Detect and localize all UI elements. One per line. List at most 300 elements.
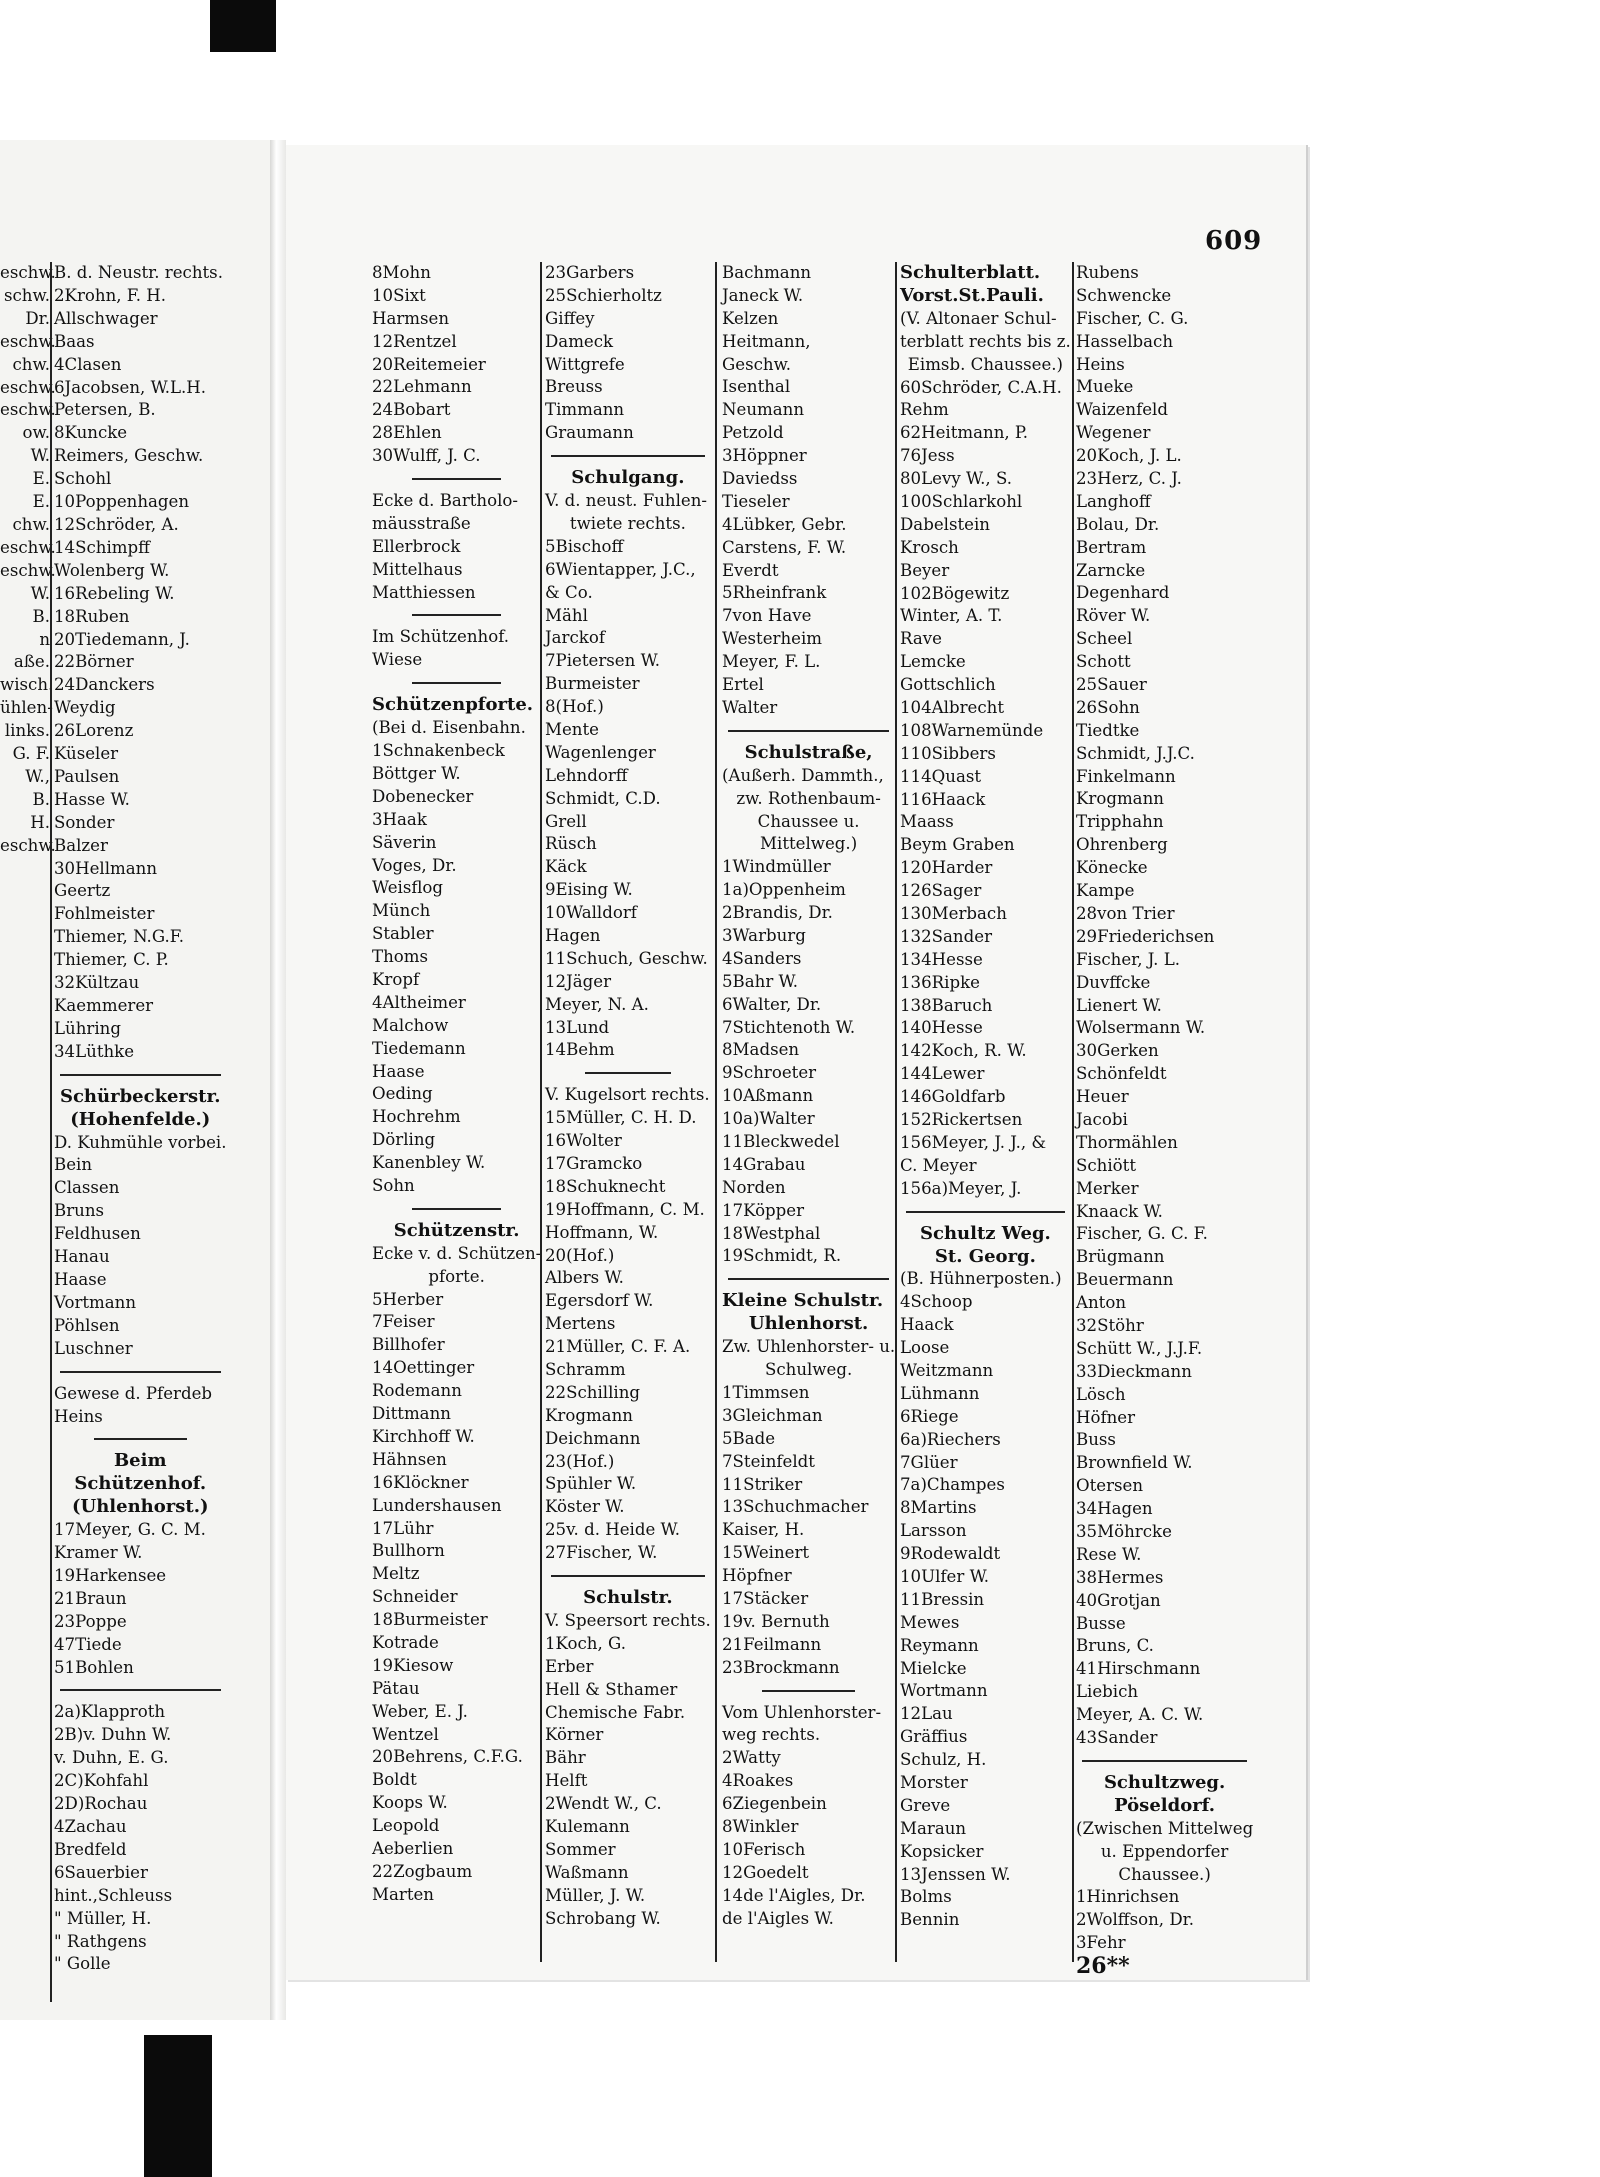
directory-entry: Brügmann	[1076, 1247, 1165, 1267]
directory-entry: 14de l'Aigles, Dr.	[722, 1885, 866, 1905]
directory-entry: Balzer	[54, 835, 108, 855]
directory-entry: Dörling	[372, 1130, 436, 1150]
directory-entry: Greve	[900, 1795, 951, 1815]
directory-entry: 8Mohn	[372, 263, 431, 282]
directory-entry: 76Jess	[900, 446, 955, 466]
directory-entry: Heitmann,	[722, 331, 811, 351]
directory-entry: 138Baruch	[900, 995, 993, 1015]
directory-entry: 20(Hof.)	[545, 1245, 615, 1265]
street-heading: Schützenstr.	[393, 1219, 520, 1241]
directory-entry: Lemcke	[900, 652, 966, 672]
directory-entry: Rubens	[1076, 263, 1139, 282]
directory-entry: 22Schilling	[545, 1382, 641, 1402]
directory-entry: Pätau	[372, 1678, 420, 1698]
directory-entry: 8Winkler	[722, 1817, 799, 1837]
directory-entry: Lühmann	[900, 1383, 980, 1403]
directory-entry: Hähnsen	[372, 1449, 447, 1469]
directory-entry: 17Lühr	[372, 1518, 434, 1538]
directory-entry: Isenthal	[722, 377, 791, 397]
directory-entry: 152Rickertsen	[900, 1110, 1023, 1130]
street-heading: Schürbeckerstr.	[59, 1085, 221, 1107]
directory-entry: Leopold	[372, 1816, 440, 1836]
directory-entry: Dameck	[545, 331, 614, 351]
directory-entry: Könecke	[1076, 858, 1148, 878]
column-separator	[1072, 262, 1074, 1962]
directory-entry: 80Levy W., S.	[900, 469, 1013, 489]
street-heading: Kleine Schulstr.	[722, 1290, 884, 1312]
directory-entry: 11Striker	[722, 1474, 803, 1494]
directory-entry: 3Fehr	[1076, 1933, 1126, 1953]
directory-column-1: 8Mohn 10Sixt Harmsen 12Rentzel 20Reitemeier 22Lehmann 24Bobart 28Ehlen 30Wulff, J. C. Ecke d. Bartholo- mäusstraße Ellerbrock Mittelhaus Matthiessen Im Schützenhof. Wiese Schützenpforte. (Bei d. Eisenbahn. 1Schnakenbeck Böttger W. Dobenecker 3Haak Säverin Voges, Dr. Weisflog Münch Stabler Thoms Kropf 4Altheimer Malchow Tiedemann Haase Oeding Hochrehm Dörling Kanenbley W. Sohn Schützenstr. Ecke v. d. Schützen- pforte. 5Herber 7Feiser Billhofer 14Oettinger Rodemann Dittmann Kirchhoff W. Hähnsen 16Klöckner Lundershausen 17Lühr Bullhorn Meltz Schneider 18Burmeister Kotrade 19Kiesow Pätau Weber, E. J. Wentzel 20Behrens, C.F.G. Boldt Koops W. Leopold Aeberlien 22Zogbaum Marten	[372, 262, 541, 1907]
directory-entry: 19Harkensee	[54, 1565, 167, 1585]
directory-entry: " Müller, H.	[54, 1908, 152, 1928]
directory-entry: Bennin	[900, 1910, 960, 1930]
directory-entry: 40Grotjan	[1076, 1590, 1161, 1610]
directory-entry: 62Heitmann, P.	[900, 423, 1029, 443]
directory-entry: 136Ripke	[900, 972, 980, 992]
directory-entry: 6Jacobsen, W.L.H.	[54, 377, 207, 397]
directory-entry: 14Grabau	[722, 1154, 806, 1174]
directory-entry: Kopsicker	[900, 1841, 984, 1861]
directory-entry: Dabelstein	[900, 514, 990, 534]
left-page-fragment: n	[39, 629, 50, 649]
directory-entry: Wolenberg W.	[54, 560, 170, 580]
directory-entry: 120Harder	[900, 858, 993, 878]
left-page-fragment: eschw.	[0, 400, 56, 420]
directory-entry: weg rechts.	[722, 1725, 821, 1745]
directory-entry: 32Stöhr	[1076, 1315, 1144, 1335]
directory-entry: C. Meyer	[900, 1155, 977, 1175]
left-page-fragment: E.	[32, 492, 50, 512]
directory-entry: 32Kültzau	[54, 973, 140, 993]
directory-entry: 132Sander	[900, 926, 992, 946]
directory-entry: 41Hirschmann	[1076, 1659, 1201, 1679]
directory-entry: 22Lehmann	[372, 377, 472, 397]
directory-entry: Sonder	[54, 812, 115, 832]
directory-entry: Bachmann	[722, 263, 812, 282]
directory-entry: 16Rebeling W.	[54, 583, 175, 603]
directory-entry: Lienert W.	[1076, 995, 1162, 1015]
directory-entry: Wagenlenger	[545, 742, 656, 762]
directory-entry: 130Merbach	[900, 904, 1007, 924]
directory-entry: 10Ferisch	[722, 1839, 806, 1859]
scan-border-top	[210, 0, 276, 52]
directory-entry: 4Lübker, Gebr.	[722, 514, 847, 534]
directory-entry: 34Lüthke	[54, 1041, 135, 1061]
directory-entry: Rave	[900, 629, 942, 649]
directory-entry: Bein	[54, 1155, 93, 1175]
directory-entry: Walter	[722, 697, 778, 717]
directory-entry: Petersen, B.	[54, 400, 156, 420]
directory-entry: 156a)Meyer, J.	[900, 1178, 1022, 1198]
directory-entry: Zarncke	[1076, 560, 1146, 580]
directory-entry: Chemische Fabr.	[545, 1702, 686, 1722]
directory-entry: Feldhusen	[54, 1224, 141, 1244]
directory-entry: 7Stichtenoth W.	[722, 1017, 856, 1037]
left-page-fragment: chw.	[12, 514, 50, 534]
directory-entry: 24Danckers	[54, 675, 155, 695]
directory-entry: 15Müller, C. H. D.	[545, 1108, 697, 1128]
directory-entry: Tiedemann	[372, 1038, 466, 1058]
directory-entry: Körner	[545, 1725, 604, 1745]
directory-entry: 1Windmüller	[722, 857, 831, 877]
directory-entry: Hasselbach	[1076, 331, 1174, 351]
directory-entry: 35Möhrcke	[1076, 1521, 1172, 1541]
street-heading: Schultzweg.	[1103, 1771, 1226, 1793]
directory-entry: Waizenfeld	[1076, 400, 1168, 420]
directory-entry: Säverin	[372, 832, 437, 852]
directory-entry: Matthiessen	[372, 582, 476, 602]
street-heading: Schultz Weg.	[919, 1222, 1051, 1244]
directory-entry: 156Meyer, J. J., &	[900, 1132, 1047, 1152]
directory-entry: Höpfner	[722, 1566, 792, 1586]
directory-entry: Weitzmann	[900, 1360, 994, 1380]
directory-entry: Degenhard	[1076, 583, 1170, 603]
directory-entry: Kaiser, H.	[722, 1520, 805, 1540]
directory-entry: Schmidt, J.J.C.	[1076, 743, 1195, 763]
left-page-fragment: eschw.	[0, 835, 56, 855]
left-page-fragment: E.	[32, 469, 50, 489]
directory-entry: Tripphahn	[1076, 812, 1164, 832]
directory-entry: Böttger W.	[372, 763, 461, 783]
column-separator	[540, 262, 542, 1962]
directory-entry: Fohlmeister	[54, 904, 155, 924]
directory-entry: 16Klöckner	[372, 1472, 469, 1492]
directory-entry: Reymann	[900, 1635, 979, 1655]
left-page-fragment: wisch.	[0, 675, 54, 695]
directory-entry: Pöhlsen	[54, 1315, 120, 1335]
directory-entry: Jacobi	[1076, 1109, 1128, 1129]
directory-entry: Käck	[545, 857, 587, 877]
directory-entry: 30Hellmann	[54, 858, 158, 878]
directory-entry: Voges, Dr.	[372, 855, 457, 875]
directory-entry: 7Pietersen W.	[545, 651, 660, 671]
directory-entry: Kropf	[372, 969, 420, 989]
directory-entry: 8Martins	[900, 1498, 977, 1518]
directory-entry: Lühring	[54, 1018, 121, 1038]
directory-entry: 25v. d. Heide W.	[545, 1520, 680, 1540]
directory-entry: Mertens	[545, 1314, 616, 1334]
left-page-fragments	[0, 262, 56, 858]
street-heading: Schulterblatt.	[900, 262, 1041, 283]
directory-entry: 33Dieckmann	[1076, 1361, 1192, 1381]
directory-entry: 11Schuch, Geschw.	[545, 948, 708, 968]
directory-entry: 108Warnemünde	[900, 720, 1044, 740]
directory-entry: 11Bressin	[900, 1589, 985, 1609]
directory-entry: Erber	[545, 1656, 594, 1676]
directory-entry: Graumann	[545, 423, 634, 443]
directory-entry: v. Duhn, E. G.	[54, 1748, 169, 1768]
directory-entry: Morster	[900, 1773, 968, 1793]
directory-entry: 1Schnakenbeck	[372, 741, 505, 761]
directory-entry: 19Hoffmann, C. M.	[545, 1199, 705, 1219]
directory-entry: " Rathgens	[54, 1931, 147, 1951]
directory-entry: 140Hesse	[900, 1018, 983, 1038]
directory-entry: 8Kuncke	[54, 423, 128, 443]
directory-entry: Rese W.	[1076, 1544, 1142, 1564]
directory-entry: Liebich	[1076, 1682, 1139, 1702]
directory-entry: 18Ruben	[54, 606, 130, 626]
directory-entry: 4Roakes	[722, 1771, 794, 1791]
directory-entry: Hagen	[545, 925, 601, 945]
directory-entry: Bredfeld	[54, 1839, 127, 1859]
directory-entry: 20Behrens, C.F.G.	[372, 1747, 523, 1767]
directory-entry: 8(Hof.)	[545, 697, 604, 717]
directory-entry: 2Brandis, Dr.	[722, 903, 833, 923]
directory-entry: Anton	[1076, 1293, 1127, 1313]
directory-entry: Reimers, Geschw.	[54, 446, 204, 466]
directory-entry: 7Glüer	[900, 1452, 958, 1472]
directory-entry: Thiemer, N.G.F.	[54, 927, 184, 947]
left-page-fragment: W.	[30, 446, 50, 466]
directory-column-5: Rubens Schwencke Fischer, C. G. Hasselbach Heins Mueke Waizenfeld Wegener 20Koch, J. L. 23Herz, C. J. Langhoff Bolau, Dr. Bertram Zarncke Degenhard Röver W. Scheel Schott 25Sauer 26Sohn Tiedtke Schmidt, J.J.C. Finkelmann Krogmann Tripphahn Ohrenberg Könecke Kampe 28von Trier 29Friederichsen Fischer, J. L. Duvffcke Lienert W. Wolsermann W. 30Gerken Schönfeldt Heuer Jacobi Thormählen Schiött Merker Knaack W. Fischer, G. C. F. Brügmann Beuermann Anton 32Stöhr Schütt W., J.J.F. 33Dieckmann Lösch Höfner Buss Brownfield W. Otersen 34Hagen 35Möhrcke Rese W. 38Hermes 40Grotjan Busse Bruns, C. 41Hirschmann Liebich Meyer, A. C. W. 43Sander Schultzweg. Pöseldorf. (Zwischen Mittelweg u. Eppendorfer Chaussee.) 1Hinrichsen 2Wolffson, Dr. 3Fehr 26**	[1076, 263, 1254, 1980]
directory-entry: Krosch	[900, 537, 959, 557]
left-page-fragment: aße.	[13, 652, 50, 672]
directory-entry: 17Gramcko	[545, 1154, 643, 1173]
directory-entry: Mittelhaus	[372, 559, 463, 579]
directory-entry: Gottschlich	[900, 675, 996, 695]
directory-entry: Schohl	[54, 469, 112, 489]
directory-entry: Neumann	[722, 400, 805, 420]
directory-entry: 12Lau	[900, 1704, 953, 1724]
directory-entry: V. Kugelsort rechts.	[545, 1085, 710, 1105]
left-page-fragment: ühlen-	[0, 698, 53, 718]
directory-entry: Haase	[54, 1269, 107, 1289]
directory-entry: Larsson	[900, 1521, 967, 1541]
directory-entry: 6Wientapper, J.C.,	[545, 559, 696, 579]
directory-entry: 16Wolter	[545, 1131, 622, 1151]
directory-entry: Höfner	[1076, 1407, 1136, 1427]
directory-entry: Kotrade	[372, 1632, 439, 1652]
street-heading: Schulgang.	[571, 467, 685, 489]
directory-entry: 4Clasen	[54, 354, 122, 374]
left-page-fragment: eschw.	[0, 537, 56, 557]
directory-entry: 26Lorenz	[54, 721, 134, 741]
directory-entry: Gewese d. Pferdeb	[54, 1383, 213, 1403]
directory-entry: Schneider	[372, 1587, 458, 1607]
directory-entry: 19Schmidt, R.	[722, 1246, 842, 1266]
left-page-fragment: eschw.	[0, 377, 56, 397]
directory-entry: Allschwager	[54, 308, 158, 328]
street-heading: Schützenpforte.	[372, 694, 534, 716]
book-gutter	[270, 140, 286, 2020]
directory-entry: Schramm	[545, 1360, 626, 1380]
directory-entry: de l'Aigles W.	[722, 1908, 834, 1928]
directory-entry: Scheel	[1076, 629, 1133, 649]
directory-entry: 3Gleichman	[722, 1405, 823, 1425]
directory-entry: Weber, E. J.	[372, 1701, 468, 1721]
directory-entry: Lundershausen	[372, 1495, 502, 1515]
directory-entry: 7Steinfeldt	[722, 1451, 815, 1471]
directory-entry: Heins	[54, 1406, 103, 1426]
directory-entry: 2Wolffson, Dr.	[1076, 1910, 1195, 1930]
directory-entry: Müller, J. W.	[545, 1885, 646, 1905]
directory-entry: 1Hinrichsen	[1076, 1887, 1180, 1907]
directory-entry: Fischer, J. L.	[1076, 949, 1181, 969]
directory-entry: 8Madsen	[722, 1040, 800, 1060]
directory-entry: Ellerbrock	[372, 536, 461, 556]
directory-entry: Daviedss	[722, 469, 798, 489]
directory-entry: 13Lund	[545, 1017, 610, 1037]
directory-entry: Wolsermann W.	[1076, 1018, 1206, 1038]
directory-entry: Maass	[900, 812, 954, 832]
signature-mark: 26**	[1076, 1953, 1130, 1980]
directory-entry: 5Herber	[372, 1289, 444, 1309]
directory-entry: Vom Uhlenhorster-	[722, 1702, 882, 1722]
directory-entry: Kelzen	[722, 308, 779, 328]
street-heading: Schulstr.	[583, 1587, 673, 1609]
directory-entry: Tieseler	[722, 491, 790, 511]
directory-entry: 9Eising W.	[545, 880, 633, 900]
directory-entry: Breuss	[545, 377, 603, 397]
directory-entry: Westerheim	[722, 629, 823, 649]
directory-entry: 22Börner	[54, 652, 134, 672]
directory-entry: Beym Graben	[900, 835, 1015, 855]
directory-entry: 10Ulfer W.	[900, 1567, 990, 1586]
directory-entry: 10Aßmann	[722, 1086, 814, 1106]
directory-entry: 26Sohn	[1076, 697, 1140, 717]
left-page-fragment: Dr.	[25, 308, 50, 328]
directory-entry: 14Oettinger	[372, 1358, 475, 1378]
directory-entry: Beyer	[900, 560, 950, 580]
directory-entry: 1Koch, G.	[545, 1633, 626, 1653]
directory-entry: 28von Trier	[1076, 903, 1175, 923]
directory-entry: Mielcke	[900, 1658, 967, 1678]
directory-entry: & Co.	[545, 582, 593, 602]
directory-entry: Mueke	[1076, 377, 1134, 397]
directory-entry: 23Garbers	[545, 263, 635, 282]
directory-entry: 22Zogbaum	[372, 1861, 473, 1881]
directory-entry: Burmeister	[545, 674, 640, 694]
directory-entry: Schrobang W.	[545, 1908, 661, 1928]
directory-entry: 4Altheimer	[372, 992, 466, 1012]
directory-entry: 30Wulff, J. C.	[372, 446, 481, 466]
directory-entry: 20Reitemeier	[372, 354, 486, 374]
directory-entry: 104Albrecht	[900, 698, 1004, 717]
directory-entry: Otersen	[1076, 1476, 1144, 1496]
directory-entry: Ertel	[722, 675, 764, 695]
directory-entry: Schönfeldt	[1076, 1064, 1167, 1084]
directory-entry: 6Sauerbier	[54, 1862, 148, 1882]
directory-entry: 2Wendt W., C.	[545, 1794, 662, 1814]
directory-entry: Krogmann	[1076, 789, 1164, 809]
directory-entry: 15Weinert	[722, 1543, 810, 1563]
directory-entry: 5Bischoff	[545, 536, 624, 556]
directory-entry: " Golle	[54, 1954, 111, 1974]
directory-entry: Thormählen	[1076, 1132, 1178, 1152]
directory-entry: 18Burmeister	[372, 1610, 488, 1630]
directory-entry: 20Tiedemann, J.	[54, 629, 190, 649]
directory-entry: 12Jäger	[545, 971, 612, 991]
directory-entry: D. Kuhmühle vorbei.	[54, 1132, 227, 1152]
left-page-fragment: eschw.	[0, 263, 56, 282]
directory-entry: Tiedtke	[1076, 720, 1140, 740]
directory-entry: Giffey	[545, 308, 595, 328]
directory-entry: 134Hesse	[900, 949, 983, 969]
directory-entry: 4Sanders	[722, 948, 802, 968]
directory-entry: Wittgrefe	[545, 354, 625, 374]
directory-entry: 100Schlarkohl	[900, 491, 1023, 511]
left-page-fragment: schw.	[3, 285, 50, 305]
left-page-fragment: eschw.	[0, 331, 56, 351]
directory-entry: 24Bobart	[372, 400, 451, 420]
directory-entry: Hasse W.	[54, 789, 130, 809]
directory-entry: 25Schierholtz	[545, 285, 662, 305]
directory-entry: 2C)Kohfahl	[54, 1771, 149, 1791]
directory-entry: 6Walter, Dr.	[722, 994, 822, 1014]
directory-entry: Timmann	[545, 400, 625, 420]
directory-entry: Kampe	[1076, 881, 1135, 901]
directory-entry: Krogmann	[545, 1405, 633, 1425]
directory-entry: 7Feiser	[372, 1312, 435, 1332]
directory-entry: 12Goedelt	[722, 1862, 809, 1882]
directory-entry: B. d. Neustr. rechts.	[54, 263, 223, 282]
directory-entry: Bruns	[54, 1201, 105, 1221]
directory-entry: Paulsen	[54, 766, 120, 786]
directory-entry: Haase	[372, 1061, 425, 1081]
directory-entry: Brownfield W.	[1076, 1453, 1193, 1473]
left-page-fragment: links.	[4, 721, 50, 741]
directory-entry: Wiese	[372, 650, 423, 670]
directory-entry: Mente	[545, 719, 599, 739]
column-separator	[50, 262, 52, 2002]
directory-entry: Hanau	[54, 1247, 110, 1267]
directory-entry: Schott	[1076, 652, 1131, 672]
directory-entry: 10Sixt	[372, 285, 426, 305]
directory-entry: Waßmann	[545, 1862, 629, 1882]
directory-entry: 27Fischer, W.	[545, 1543, 658, 1563]
left-page-fragment: B.	[32, 789, 50, 809]
left-page-fragment: ow.	[22, 423, 50, 443]
directory-entry: 20Koch, J. L.	[1076, 446, 1182, 466]
directory-entry: Haack	[900, 1315, 954, 1335]
directory-entry: Thiemer, C. P.	[54, 950, 169, 970]
directory-entry: Meyer, F. L.	[722, 652, 821, 672]
directory-entry: Kramer W.	[54, 1543, 143, 1563]
directory-entry: 38Hermes	[1076, 1567, 1164, 1587]
directory-entry: Bolau, Dr.	[1076, 514, 1160, 534]
directory-entry: 1a)Oppenheim	[722, 880, 846, 900]
directory-entry: Fischer, C. G.	[1076, 308, 1189, 328]
directory-entry: mäusstraße	[372, 513, 471, 533]
directory-entry: Winter, A. T.	[900, 606, 1003, 626]
directory-entry: Hell & Sthamer	[545, 1679, 678, 1699]
directory-entry: Köster W.	[545, 1497, 625, 1517]
directory-entry: Baas	[54, 331, 95, 351]
column-separator	[715, 262, 717, 1962]
directory-entry: 5Rheinfrank	[722, 583, 827, 603]
directory-entry: 102Bögewitz	[900, 583, 1010, 603]
directory-entry: Fischer, G. C. F.	[1076, 1224, 1208, 1244]
directory-entry: 2Watty	[722, 1748, 781, 1768]
directory-entry: Schwencke	[1076, 285, 1172, 305]
directory-entry: 6a)Riechers	[900, 1429, 1001, 1449]
directory-entry: 14Schimpff	[54, 537, 150, 557]
directory-entry: Bullhorn	[372, 1541, 445, 1561]
directory-entry: Bruns, C.	[1076, 1636, 1154, 1656]
directory-entry: 2Krohn, F. H.	[54, 285, 167, 305]
directory-entry: Buss	[1076, 1430, 1116, 1450]
directory-entry: Sohn	[372, 1175, 415, 1195]
directory-entry: Classen	[54, 1178, 120, 1198]
directory-entry: Kaemmerer	[54, 996, 154, 1015]
directory-entry: Grell	[545, 811, 587, 831]
directory-entry: Meltz	[372, 1564, 420, 1584]
directory-entry: Kulemann	[545, 1816, 630, 1836]
directory-entry: 10Walldorf	[545, 903, 637, 923]
left-page-fragment: W.,	[25, 766, 50, 786]
left-page-fragment: eschw.	[0, 560, 56, 580]
